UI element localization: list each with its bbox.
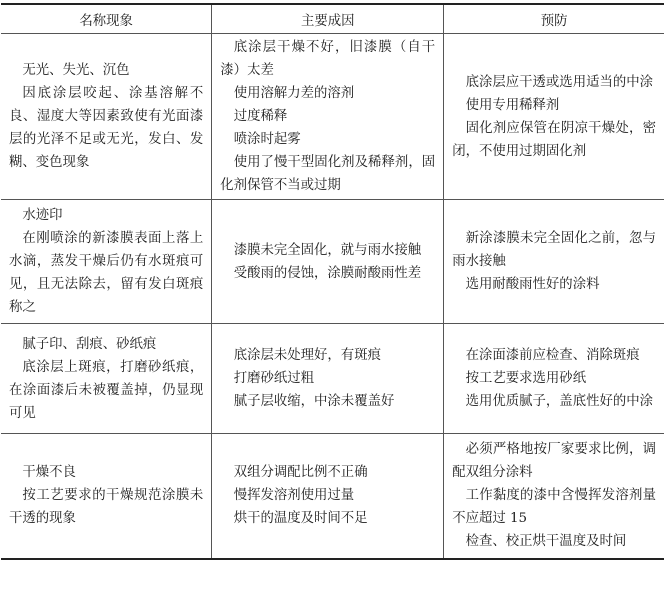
defect-title: 干燥不良 (22, 465, 76, 481)
prevent-item: 在涂面漆前应检查、消除斑痕 (465, 348, 640, 363)
cause-item: 受酸雨的侵蚀，涂膜耐酸雨性差 (233, 265, 422, 281)
cause-item: 底涂层未处理好，有斑痕 (233, 348, 381, 363)
prevent-cell (444, 200, 664, 324)
prevent-item: 必须严格地按厂家要求比例，调配双组分涂料 (452, 442, 656, 481)
prevent-cell (444, 34, 664, 200)
cause-item: 打磨砂纸过粗 (233, 371, 315, 386)
table-row (1, 434, 664, 559)
prevent-cell (444, 434, 664, 559)
defect-description: 按工艺要求的干燥规范涂膜未干透的现象 (9, 488, 204, 527)
defect-title: 腻子印、刮痕、砂纸痕 (22, 336, 157, 352)
name-cell (1, 200, 212, 324)
prevent-item: 检查、校正烘干温度及时间 (465, 534, 627, 550)
defect-title: 无光、失光、沉色 (22, 63, 130, 78)
cause-item: 使用了慢干型固化剂及稀释剂，固化剂保管不当或过期 (220, 155, 436, 193)
cause-item: 漆膜未完全固化，就与雨水接触 (233, 242, 422, 258)
name-cell (1, 324, 212, 434)
cause-item: 喷涂时起雾 (233, 132, 301, 147)
cause-item: 腻子层收缩，中涂未覆盖好 (233, 394, 395, 409)
cause-item: 烘干的温度及时间不足 (233, 511, 368, 527)
cause-item: 使用溶解力差的溶剂 (233, 86, 355, 101)
cause-item: 底涂层干燥不好，旧漆膜（自干漆）太差 (220, 40, 436, 78)
name-cell (1, 34, 212, 200)
table-row (1, 200, 664, 324)
table-row (1, 324, 664, 434)
header-cause: 主要成因 (212, 4, 444, 34)
defects-table (1, 3, 664, 560)
defect-description: 在刚喷涂的新漆膜表面上落上水滴，蒸发干燥后仍有水斑痕可见，且无法除去，留有发白斑痕称之 (9, 231, 204, 315)
prevent-item: 选用耐酸雨性好的涂料 (465, 277, 600, 292)
prevent-cell (444, 324, 664, 434)
prevent-item: 按工艺要求选用砂纸 (465, 371, 587, 386)
name-cell (1, 434, 212, 559)
prevent-item: 固化剂应保管在阴凉干燥处，密闭，不使用过期固化剂 (452, 120, 656, 159)
cause-item: 双组分调配比例不正确 (233, 465, 368, 481)
cause-cell (212, 200, 444, 324)
prevent-item: 工作黏度的漆中含慢挥发溶剂量不应超过 15 (452, 488, 656, 527)
table-row (1, 34, 664, 200)
defect-description: 底涂层上斑痕，打磨砂纸痕，在涂面漆后未被覆盖掉，仍显现可见 (9, 359, 204, 421)
header-name: 名称现象 (1, 4, 212, 34)
header-prevent: 预防 (444, 4, 664, 34)
header-row (1, 4, 664, 34)
prevent-item: 使用专用稀释剂 (465, 97, 560, 113)
cause-item: 过度稀释 (233, 109, 288, 124)
prevent-item: 底涂层应干透或选用适当的中涂 (465, 74, 654, 90)
cause-item: 慢挥发溶剂使用过量 (233, 488, 355, 504)
cause-cell (212, 34, 444, 200)
prevent-item: 选用优质腻子，盖底性好的中涂 (465, 394, 654, 409)
cause-cell (212, 434, 444, 559)
cause-cell (212, 324, 444, 434)
defect-description: 因底涂层咬起、涂基溶解不良、湿度大等因素致使有光面漆层的光泽不足或无光，发白、发糊、变色现象 (9, 86, 204, 170)
prevent-item: 新涂漆膜未完全固化之前，忽与雨水接触 (452, 231, 656, 269)
defect-title: 水迹印 (22, 208, 63, 223)
